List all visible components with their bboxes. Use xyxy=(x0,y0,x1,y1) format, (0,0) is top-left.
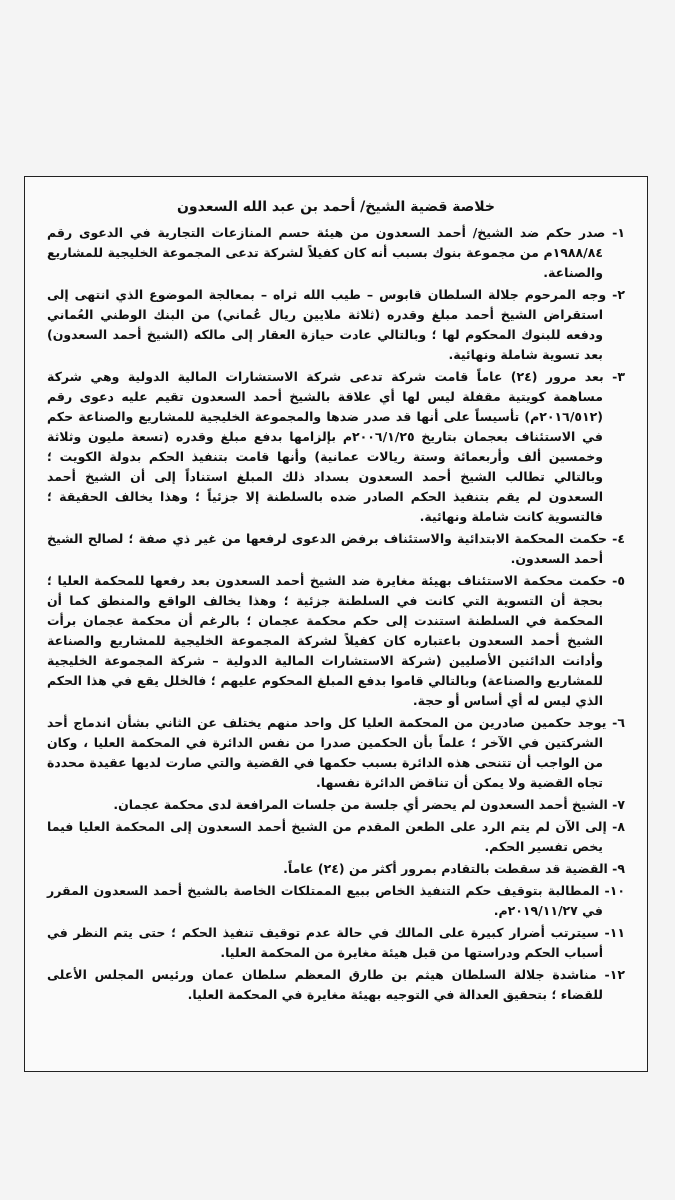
document-item-6: ٦- يوجد حكمين صادرين من المحكمة العليا كل واحد منهم يختلف عن الثاني بشأن اندماج أحد الشركتين في الآخر ؛ علماً بأن الحكمين صدرا من نفس الدائرة في المحكمة العليا ، وكان من الواجب أن تتنحى هذه الدائرة بسبب حكمها في القضية والتي صارت لديها عقيدة محددة تجاه القضية ولا يمكن أن تناقض الدائرة نفسها. xyxy=(47,715,625,790)
document-item-3: ٣- بعد مرور (٢٤) عاماً قامت شركة تدعى شركة الاستشارات المالية الدولية وهي شركة مساهمة كويتية مقفلة ليس لها أي علاقة بالشيخ أحمد السعدون تقيم عليه دعوى رقم (٢٠١٦/٥١٢م) تأسيساً على أنها قد صدر ضدها والمجموعة الخليجية للمشاريع والصناعة حكم في الاستئناف بعجمان بتاريخ ٢٠٠٦/١/٢٥م بإلزامها بدفع مبلغ وقدره (تسعة مليون وثلاثة وخمسين ألف وأربعمائة وستة ريالات عمانية) وأنها قامت بتنفيذ الحكم بدولة الكويت ؛ وبالتالي تطالب الشيخ أحمد السعدون بسداد ذلك المبلغ استناداً إلى أن الشيخ أحمد السعدون لم يقم بتنفيذ الحكم الصادر ضده بالسلطنة إلا جزئياً ؛ وهذا يخالف الحقيقة ؛ فالتسوية كانت شاملة ونهائية. xyxy=(47,369,625,524)
document-item-10: ١٠- المطالبة بتوقيف حكم التنفيذ الخاص ببيع الممتلكات الخاصة بالشيخ أحمد السعدون المقرر في ٢٠١٩/١١/٢٧م. xyxy=(47,883,625,918)
document-item-7: ٧- الشيخ أحمد السعدون لم يحضر أي جلسة من جلسات المرافعة لدى محكمة عجمان. xyxy=(113,797,625,812)
document-item-4: ٤- حكمت المحكمة الابتدائية والاستئناف برفض الدعوى لرفعها من غير ذي صفة ؛ لصالح الشيخ أحمد السعدون. xyxy=(47,531,625,566)
document-item-12: ١٢- مناشدة جلالة السلطان هيثم بن طارق المعظم سلطان عمان ورئيس المجلس الأعلى للقضاء ؛ بتحقيق العدالة في التوجيه بهيئة مغايرة في المحكمة العليا. xyxy=(47,967,625,1002)
document-item-11: ١١- سيترتب أضرار كبيرة على المالك في حالة عدم توقيف تنفيذ الحكم ؛ حتى يتم النظر في أسباب الحكم ودراستها من قبل هيئة مغايرة من المحكمة العليا. xyxy=(47,925,625,960)
document-title: خلاصة قضية الشيخ/ أحمد بن عبد الله السعدون xyxy=(176,199,496,215)
document-body xyxy=(47,223,625,1005)
document-item-9: ٩- القضية قد سقطت بالتقادم بمرور أكثر من (٢٤) عاماً. xyxy=(283,861,625,876)
document-item-8: ٨- إلى الآن لم يتم الرد على الطعن المقدم من الشيخ أحمد السعدون إلى المحكمة العليا فيما يخص تفسير الحكم. xyxy=(47,819,625,854)
document-item-2: ٢- وجه المرحوم جلالة السلطان قابوس – طيب الله ثراه – بمعالجة الموضوع الذي انتهى إلى استقراض الشيخ أحمد مبلغ وقدره (ثلاثة ملايين ريال عُماني) من البنك الوطني العُماني ودفعه للبنوك المحكوم لها ؛ وبالتالي عادت حيازة العقار إلى مالكه (الشيخ أحمد السعدون) بعد تسوية شاملة ونهائية. xyxy=(47,287,625,362)
document-item-1: ١- صدر حكم ضد الشيخ/ أحمد السعدون من هيئة حسم المنازعات التجارية في الدعوى رقم ١٩٨٨/٨٤م من مجموعة بنوك بسبب أنه كان كفيلاً لشركة تدعى المجموعة الخليجية للمشاريع والصناعة. xyxy=(47,225,625,280)
document-item-5: ٥- حكمت محكمة الاستئناف بهيئة مغايرة ضد الشيخ أحمد السعدون بعد رفعها للمحكمة العليا ؛ بحجة أن التسوية التي كانت في السلطنة جزئية ؛ وهذا يخالف الواقع والمنطق كما أن المحكمة في السلطنة استندت إلى حكم محكمة عجمان ؛ بالرغم أن محكمة عجمان برأت الشيخ أحمد السعدون باعتباره كان كفيلاً لشركة المجموعة الخليجية للمشاريع والصناعة وأدانت الدائنين الأصليين (شركة الاستشارات المالية الدولية – شركة المجموعة الخليجية للمشاريع والصناعة) وبالتالي قاموا بدفع المبلغ المحكوم عليهم ؛ فالخلل يقع في هذا الحكم الذي ليس له أي أساس أو حجة. xyxy=(47,573,625,708)
document-page xyxy=(24,176,648,1072)
